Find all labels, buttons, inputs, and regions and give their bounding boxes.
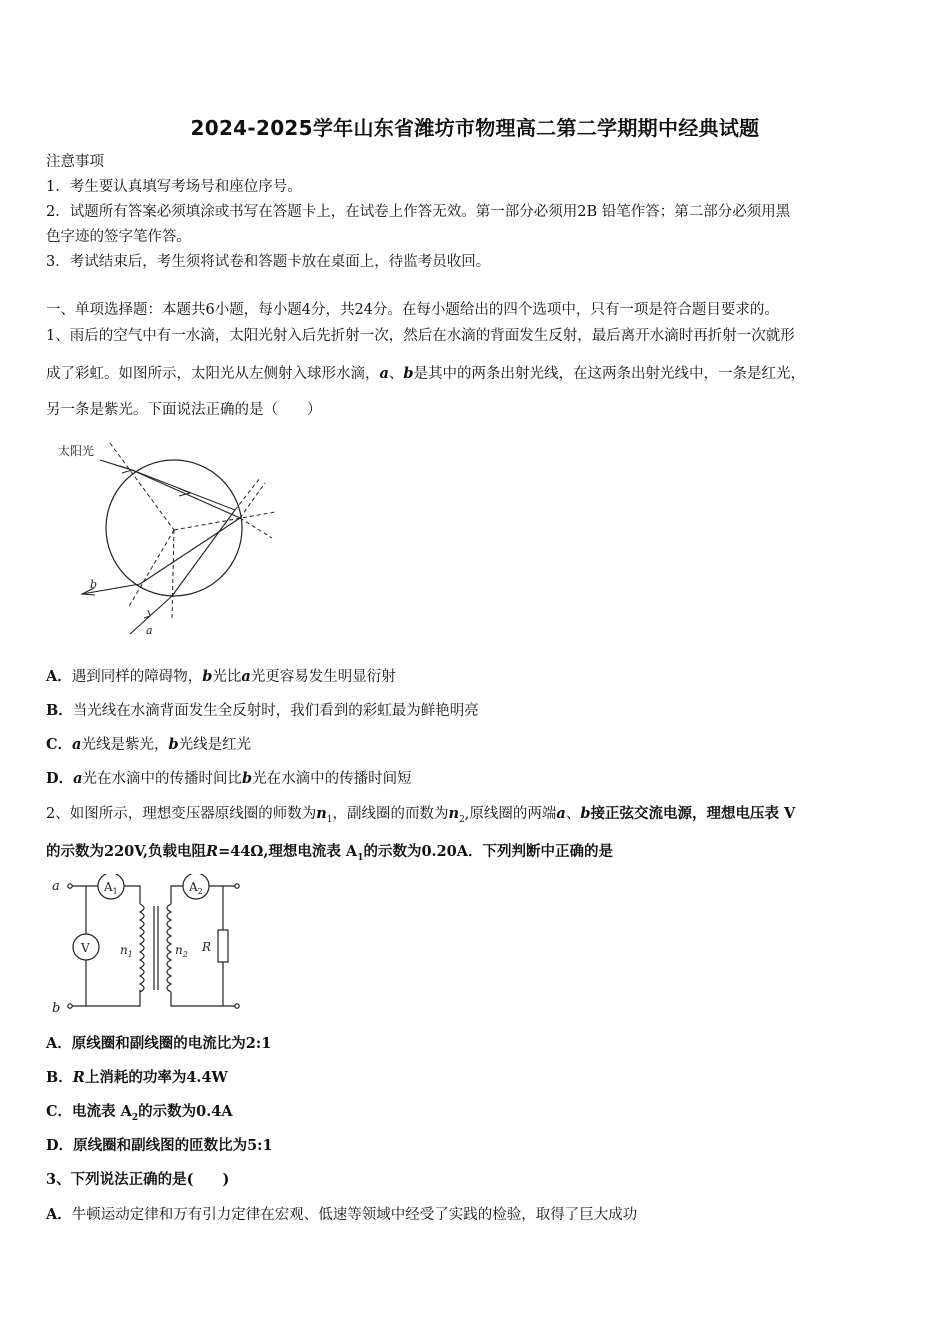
subscript: 2 xyxy=(131,1112,139,1123)
q1-stem-line2 xyxy=(46,364,916,384)
terminal-a xyxy=(68,884,72,888)
terminal-b xyxy=(68,1004,72,1008)
wire xyxy=(124,886,140,904)
q1-option-b xyxy=(46,701,916,721)
option-var: b xyxy=(241,770,253,787)
q2-option-d xyxy=(46,1136,916,1156)
wire xyxy=(70,990,140,1006)
notice-heading: 注意事项 xyxy=(46,154,104,170)
notice-item-1: 1．考生要认真填写考场号和座位序号。 xyxy=(46,179,302,195)
sunlight-label: 太阳光 xyxy=(58,444,95,458)
page-title: 2024-2025学年山东省潍坊市物理高二第二学期期中经典试题 xyxy=(190,116,760,140)
terminal-out-top xyxy=(235,884,239,888)
q2-text: =44Ω,理想电流表 A xyxy=(218,843,358,860)
wire xyxy=(171,886,183,904)
label-a1-sub: 1 xyxy=(112,887,118,896)
q3-option-a xyxy=(46,1205,916,1225)
subscript: 2 xyxy=(459,814,465,825)
option-text: 牛顿运动定律和万有引力定律在宏观、低速等领域中经受了实践的检验，取得了巨大成功 xyxy=(71,1207,638,1223)
option-text: 光在水滴中的传播时间比 xyxy=(82,771,242,787)
option-var: b xyxy=(202,668,213,685)
subscript: 1 xyxy=(326,814,333,825)
q1-option-d xyxy=(46,769,916,789)
reflect-ext xyxy=(235,478,260,510)
option-key: B． xyxy=(46,1069,73,1086)
option-key: A． xyxy=(46,1035,72,1052)
option-key: C． xyxy=(46,1103,73,1120)
raindrop-diagram xyxy=(50,438,290,643)
q2-option-b xyxy=(46,1068,916,1088)
q1-option-a xyxy=(46,667,916,687)
ray-b-label: b xyxy=(90,578,98,591)
q2-var-R: R xyxy=(206,843,219,860)
q2-var-b: b xyxy=(580,805,591,822)
terminal-out-bottom xyxy=(235,1004,239,1008)
label-n1 xyxy=(120,943,133,959)
label-n2-main: n xyxy=(175,943,183,957)
q2-text: 接正弦交流电源，理想电压表 V xyxy=(590,805,796,822)
q2-var-n2: n xyxy=(448,805,460,822)
q2-option-c xyxy=(46,1102,916,1128)
label-b: b xyxy=(52,1001,61,1016)
option-text: 的示数为0.4A xyxy=(138,1103,233,1120)
q2-text: 的示数为0.20A．下列判断中正确的是 xyxy=(363,843,614,860)
label-n1-main: n xyxy=(120,943,128,957)
option-text: 光比 xyxy=(212,669,242,685)
option-var: a xyxy=(241,668,251,685)
q2-stem-line2 xyxy=(46,842,916,868)
q2-var-a: a xyxy=(556,805,566,822)
notice-item-2: 2．试题所有答案必须填涂或书写在答题卡上，在试卷上作答无效。第一部分必须用2B 铅笔作答；第二部分必须用黑 xyxy=(46,204,791,220)
arrow-icon xyxy=(120,466,132,473)
option-var: a xyxy=(73,770,83,787)
q2-text: ，副线圈的而数为 xyxy=(332,806,449,822)
reflected-ray-b xyxy=(140,518,240,584)
label-n2 xyxy=(175,943,188,959)
option-var: b xyxy=(168,736,179,753)
option-text: 上消耗的功率为4.4W xyxy=(84,1069,228,1086)
q1-sep: 、 xyxy=(388,366,404,382)
q2-sep: 、 xyxy=(565,806,581,822)
q1-stem-line1: 1、雨后的空气中有一水滴，太阳光射入后先折射一次，然后在水滴的背面发生反射，最后离开水滴时再折射一次就形 xyxy=(46,328,795,344)
option-key: A． xyxy=(46,1206,72,1223)
option-text: 光更容易发生明显衍射 xyxy=(250,669,396,685)
label-n2-sub: 2 xyxy=(182,950,188,959)
ray-a-label: a xyxy=(146,624,153,637)
label-a: a xyxy=(52,879,60,894)
primary-coil xyxy=(140,904,144,992)
q3-stem: 3、下列说法正确的是( ) xyxy=(46,1171,230,1188)
q1-text: 成了彩虹。如图所示，太阳光从左侧射入球形水滴， xyxy=(46,366,380,382)
normal-line xyxy=(174,512,275,530)
option-key: B． xyxy=(46,702,73,719)
option-text: 电流表 A xyxy=(72,1103,132,1120)
option-text: 光线是紫光， xyxy=(81,737,169,753)
label-n1-sub: 1 xyxy=(127,950,133,959)
label-a2 xyxy=(188,880,203,896)
option-var: a xyxy=(72,736,82,753)
option-text: 光线是红光 xyxy=(178,737,252,753)
notice-item-2-cont: 色字迹的签字笔作答。 xyxy=(46,229,191,245)
q2-text: ,原线圈的两端 xyxy=(464,806,557,822)
q1-var-b: b xyxy=(403,365,414,382)
reflected-ray-a xyxy=(172,510,235,596)
label-a1-main: A xyxy=(104,880,113,894)
wire xyxy=(171,992,235,1006)
reflect-ext xyxy=(240,483,265,518)
label-a1 xyxy=(103,880,118,896)
q2-text: 的示数为220V,负载电阻 xyxy=(46,843,207,860)
option-text: 原线圈和副线图的匝数比为5:1 xyxy=(73,1137,273,1154)
q1-var-a: a xyxy=(379,365,389,382)
normal-line xyxy=(172,530,174,618)
q2-stem-line1 xyxy=(46,804,916,830)
option-key: C． xyxy=(46,736,73,753)
arrow-icon xyxy=(144,610,150,618)
option-key: D． xyxy=(46,1137,74,1154)
subscript: 1 xyxy=(357,852,364,863)
option-text: 光在水滴中的传播时间短 xyxy=(252,771,412,787)
q2-text: 2、如图所示，理想变压器原线圈的师数为 xyxy=(46,806,317,822)
normal-line xyxy=(128,530,174,608)
option-var: R xyxy=(72,1069,85,1086)
reflect-ext xyxy=(240,518,272,538)
label-a2-sub: 2 xyxy=(197,887,203,896)
q1-text: 是其中的两条出射光线，在这两条出射光线中，一条是红光， xyxy=(413,366,806,382)
resistor xyxy=(218,930,228,962)
section-heading: 一、单项选择题：本题共6小题，每小题4分，共24分。在每小题给出的四个选项中，只有一项是符合题目要求的。 xyxy=(46,302,779,318)
transformer-circuit xyxy=(50,874,260,1016)
option-text: 遇到同样的障碍物， xyxy=(71,669,203,685)
q2-var-n1: n xyxy=(316,805,327,822)
q1-option-c xyxy=(46,735,916,755)
label-a2-main: A xyxy=(189,880,198,894)
secondary-coil xyxy=(167,904,171,992)
q1-stem-line3: 另一条是紫光。下面说法正确的是（ ） xyxy=(46,402,322,418)
option-key: D． xyxy=(46,770,74,787)
option-text: 当光线在水滴背面发生全反射时，我们看到的彩虹最为鲜艳明亮 xyxy=(72,703,479,719)
label-v: V xyxy=(81,941,90,955)
q2-option-a xyxy=(46,1034,916,1054)
label-r: R xyxy=(202,940,212,954)
notice-item-3: 3．考试结束后，考生须将试卷和答题卡放在桌面上，待监考员收回。 xyxy=(46,254,491,270)
option-text: 原线圈和副线圈的电流比为2:1 xyxy=(71,1035,272,1052)
option-key: A． xyxy=(46,668,72,685)
